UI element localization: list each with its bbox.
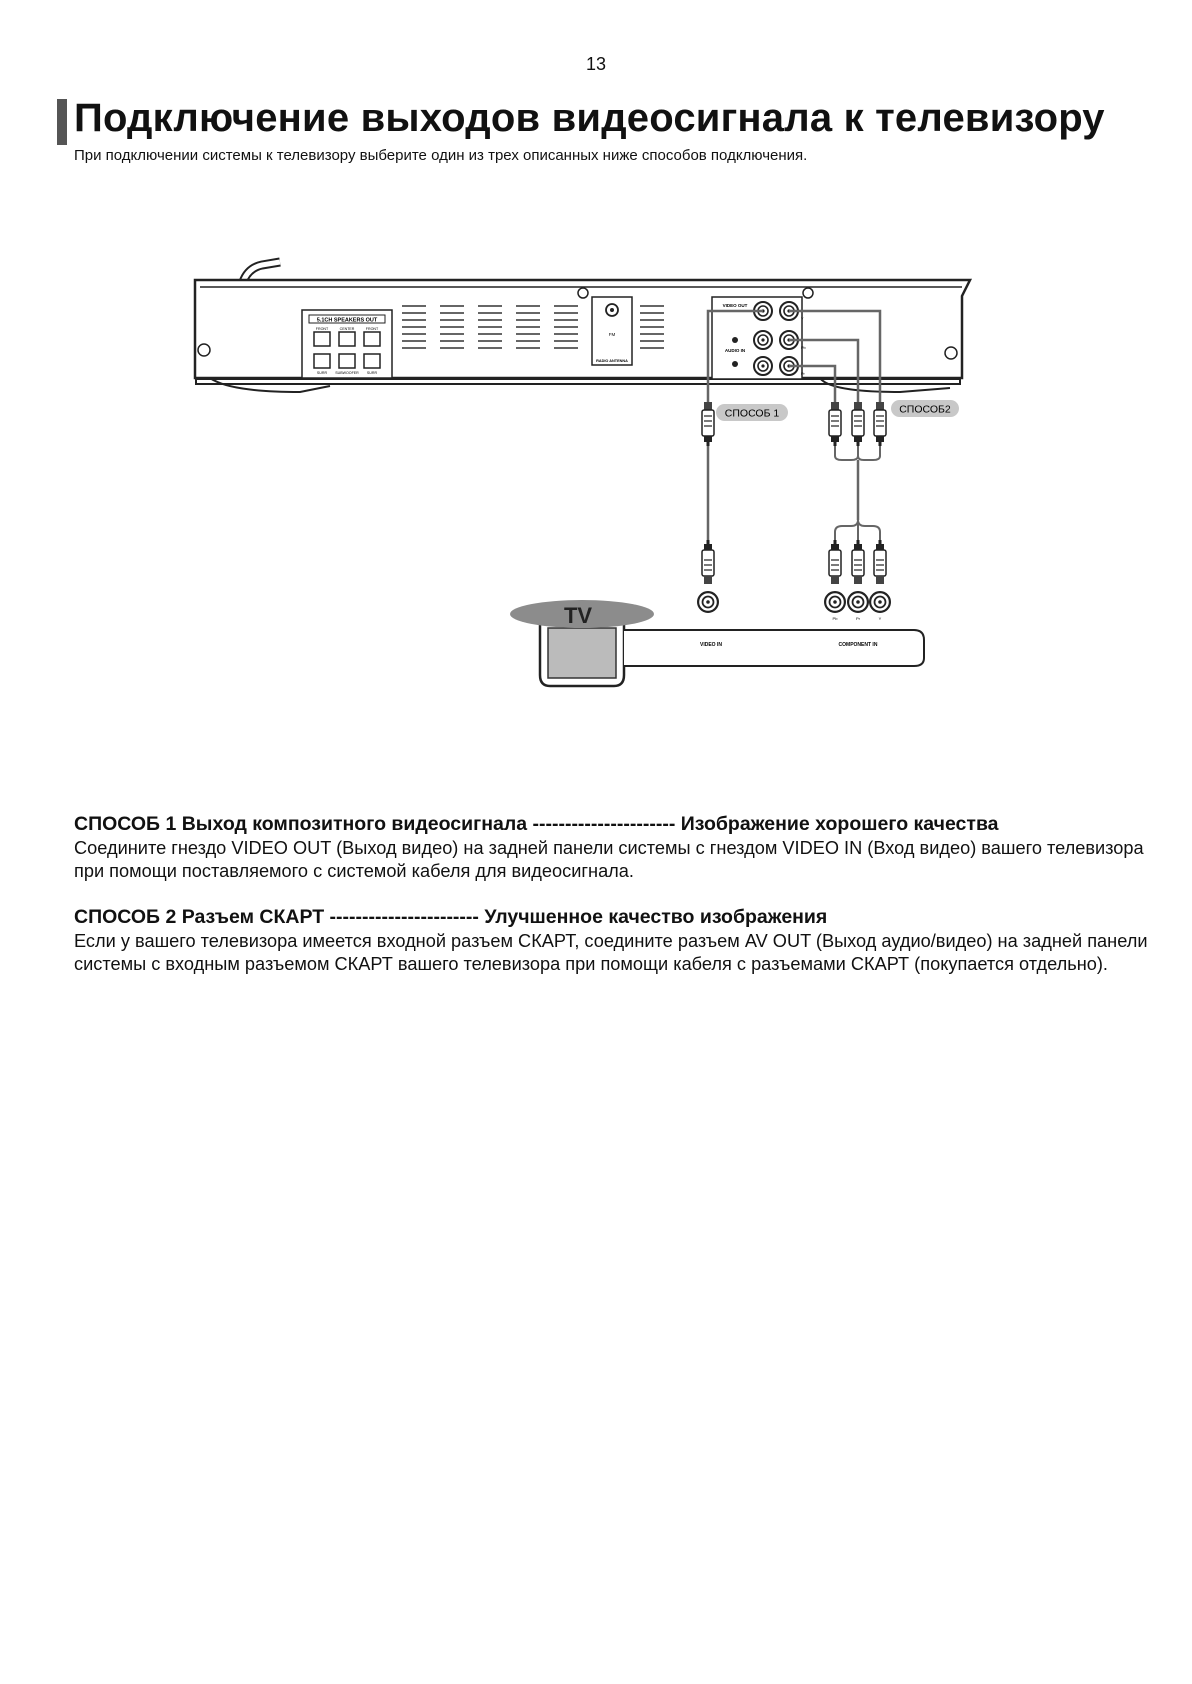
method1-badge-label: СПОСОБ 1: [724, 407, 780, 420]
speakers-out-block: [302, 310, 392, 378]
method1-section: [74, 813, 1154, 884]
screw-icon: [945, 347, 957, 359]
speaker-label: SURR: [366, 371, 378, 375]
screw-icon: [578, 288, 588, 298]
speaker-label: SURR: [316, 371, 328, 375]
tv-component-in-label: COMPONENT IN: [838, 642, 878, 648]
tv-jack-label: Pb: [832, 616, 838, 621]
component-jack-label: Pr: [801, 372, 805, 376]
speaker-label: CENTER: [339, 327, 355, 331]
component-plug-icon: [829, 402, 841, 446]
tv-component-jack-icon: [848, 592, 868, 612]
component-plug-icon: [852, 402, 864, 446]
connection-diagram: [0, 0, 1192, 760]
tv-label: TV: [563, 603, 593, 628]
tv-component-jack-icon: [825, 592, 845, 612]
component-jack-label: Y: [801, 317, 804, 321]
page-title: Подключение выходов видеосигнала к телевизору: [74, 96, 1105, 140]
speaker-label: SUBWOOFER: [335, 371, 359, 375]
page-number: 13: [585, 54, 607, 74]
method2-badge-label: СПОСОБ2: [899, 403, 951, 416]
screw-icon: [198, 344, 210, 356]
screw-icon: [803, 288, 813, 298]
method1-badge: [716, 404, 788, 421]
fm-label: FM: [608, 332, 616, 337]
radio-antenna-label: RADIO ANTENNA: [596, 359, 628, 363]
method1-text: Соедините гнездо VIDEO OUT (Выход видео) на задней панели системы с гнездом VIDEO IN (Вход видео) вашего телевизора при помощи поставляемого с системой кабеля для видеосигнала.: [74, 837, 1144, 881]
tv-jack-label: Y: [878, 616, 882, 621]
audio-in-r-jack-icon: [754, 357, 772, 375]
component-jack-label: Pb: [801, 346, 806, 350]
speakers-out-label: 5.1CH SPEAKERS OUT: [316, 317, 378, 324]
page-subtitle: При подключении системы к телевизору выберите один из трех описанных ниже способов подключения.: [74, 147, 808, 164]
tv-component-jack-icon: [870, 592, 890, 612]
audio-in-l-jack-icon: [754, 331, 772, 349]
component-plug-tv-icon: [829, 540, 841, 584]
component-plug-tv-icon: [874, 540, 886, 584]
audio-in-label: AUDIO IN: [724, 348, 746, 353]
method2-badge: [891, 400, 959, 417]
method1-heading: СПОСОБ 1 Выход композитного видеосигнала ---------------------- Изображение хорошего качества: [74, 813, 999, 835]
radio-antenna-block: [592, 297, 632, 365]
composite-plug-icon: [702, 402, 714, 446]
component-plug-tv-icon: [852, 540, 864, 584]
speaker-label: FRONT: [315, 327, 329, 331]
method2-text: Если у вашего телевизора имеется входной разъем СКАРТ, соедините разъем AV OUT (Выход аудио/видео) на задней панели системы с входным разъемом СКАРТ вашего телевизора при помощи кабеля с разъемами СКАРТ (покупается отдельно).: [74, 930, 1148, 974]
tv-illustration: [510, 600, 924, 686]
tv-video-in-jack-icon: [698, 592, 718, 612]
tv-video-in-label: VIDEO IN: [700, 642, 722, 648]
tv-jack-label: Pr: [856, 616, 860, 621]
method2-heading: СПОСОБ 2 Разъем СКАРТ ----------------------- Улучшенное качество изображения: [74, 906, 828, 928]
video-out-label: VIDEO OUT: [722, 303, 748, 308]
method2-section: [74, 906, 1154, 977]
speaker-label: FRONT: [365, 327, 379, 331]
composite-plug-tv-icon: [702, 540, 714, 584]
component-plug-icon: [874, 402, 886, 446]
